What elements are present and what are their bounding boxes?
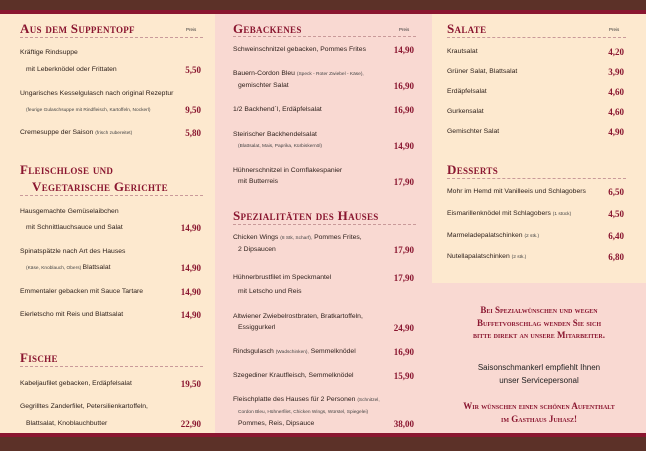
item-name: Fleischplatte des Hauses für 2 Personen [233, 396, 358, 403]
menu-item-line [233, 273, 331, 283]
menu-item-line [20, 128, 132, 139]
item-price: 14,90 [180, 287, 201, 297]
note-line: Bei Spezialwünschen und wegen [480, 305, 598, 315]
menu-item-line [20, 402, 148, 412]
menu-item-line [233, 371, 354, 381]
menu-item-line [447, 231, 539, 242]
item-name: Pommes Frites, [312, 234, 362, 241]
item-price: 14,90 [393, 141, 414, 151]
item-price: 16,90 [393, 105, 414, 115]
item-price: 14,90 [180, 310, 201, 320]
menu-item-line [447, 87, 487, 97]
item-price: 6,80 [608, 252, 624, 262]
menu-item-line [20, 247, 125, 257]
item-note: (feurige Gulaschsuppe mit Rindfleisch, Kartoffeln, Nockerl) [26, 108, 151, 113]
item-name: Kräftige Rindsuppe [20, 49, 78, 56]
item-name: Szegediner Krautfleisch, Semmelknödel [233, 372, 354, 379]
item-note: (Schnitzel, [357, 398, 380, 403]
item-name: Gegrilltes Zanderfilet, Petersilienkartoffeln, [20, 403, 148, 410]
item-name: 1/2 Backhend´l, Erdäpfelsalat [233, 106, 322, 113]
note-line: im Gasthaus Juhasz! [500, 413, 577, 424]
special-requests-note [432, 304, 646, 342]
item-name: Rindsgulasch [233, 348, 276, 355]
section-divider [20, 366, 203, 367]
item-note: Cordon Bleu, Hühnerfilet, Chicken Wings, Würstel, Spiegelei) [238, 410, 369, 415]
menu-item-line [233, 130, 317, 140]
note-line: Wir wünschen einen schönen Aufenthalt [463, 401, 615, 411]
item-name: Kabeljaufilet gebacken, Erdäpfelsalat [20, 380, 132, 387]
section-title-veg: Fleischlose und [20, 162, 114, 177]
item-name: Krautsalat [447, 48, 478, 55]
item-price: 9,50 [185, 105, 201, 115]
price-column-header: Preis [609, 27, 620, 32]
menu-item-line [233, 233, 362, 244]
menu-item-line [233, 347, 356, 358]
section-title-fish: Fische [20, 350, 58, 365]
menu-item-line [238, 287, 301, 297]
item-name: Spinatspätzle nach Art des Hauses [20, 248, 126, 255]
item-name: Steirischer Backhendelsalat [233, 131, 317, 138]
item-price: 22,90 [180, 419, 201, 429]
price-column-header: Preis [186, 27, 197, 32]
menu-item-line [20, 48, 78, 58]
menu-item-line [238, 81, 289, 91]
menu-item-line [447, 209, 571, 220]
item-name: Blattsalat, Knoblauchbutter [26, 420, 108, 427]
item-name: Ungarisches Kesselgulasch nach original Rezeptur [20, 90, 174, 97]
item-price: 24,90 [393, 323, 414, 333]
menu-item-line [26, 65, 117, 75]
item-note: (Käse, Knoblauch, Obers) [26, 266, 83, 271]
item-note: (Wadschinken), [275, 350, 309, 355]
section-divider [20, 37, 203, 38]
item-price: 16,90 [393, 81, 414, 91]
menu-item-line [447, 187, 586, 197]
item-note: (2 stk.) [511, 255, 527, 260]
menu-item-line [26, 419, 107, 429]
item-name: Emmentaler gebacken mit Sauce Tartare [20, 288, 144, 295]
menu-item-line [20, 207, 119, 217]
item-note: (frisch zubereitet) [95, 131, 133, 136]
note-line: unser Servicepersonal [499, 375, 579, 385]
menu-item-line [26, 263, 111, 274]
menu-item-line [238, 177, 278, 187]
note-line: bitte direkt an unsere Mitarbeiter. [473, 330, 605, 340]
farewell-note [432, 400, 646, 425]
note-line: Saisonschmankerl empfiehlt Ihnen [477, 363, 601, 372]
menu-item-line [447, 47, 478, 57]
section-title-veg: Vegetarische Gerichte [32, 179, 168, 194]
section-divider [447, 178, 626, 179]
item-name: Gurkensalat [447, 108, 484, 115]
menu-item-line [447, 67, 517, 77]
section-title-special: Spezialitäten des Hauses [233, 208, 379, 223]
item-name: Eierletscho mit Reis und Blattsalat [20, 311, 124, 318]
item-name: Semmelknödel [308, 348, 356, 355]
item-price: 16,90 [393, 347, 414, 357]
item-name: Mohr im Hemd mit Vanilleeis und Schlagobers [447, 188, 586, 195]
item-name: Marmeladepalatschinken [447, 232, 525, 239]
item-name: mit Butterreis [238, 178, 279, 185]
item-price: 5,50 [185, 65, 201, 75]
menu-item-line [20, 287, 143, 297]
item-price: 4,90 [608, 127, 624, 137]
item-price: 17,90 [393, 245, 414, 255]
item-name: Altwiener Zwiebelrostbraten, Bratkartoffeln, [233, 313, 363, 320]
item-name: Hühnerschnitzel in Cornflakespanier [233, 167, 343, 174]
menu-item-line [26, 223, 123, 233]
section-title-baked: Gebackenes [233, 21, 302, 36]
section-divider [233, 224, 416, 225]
item-price: 5,80 [185, 128, 201, 138]
section-divider [233, 36, 416, 37]
item-name: Nutellapalatschinken [447, 253, 512, 260]
menu-item-line [447, 107, 484, 117]
bottom-border [0, 437, 646, 451]
menu-item-line [233, 45, 366, 55]
item-name: mit Schnittlauchsauce und Salat [26, 224, 123, 231]
menu-item-line [233, 69, 364, 80]
section-title-desserts: Desserts [447, 162, 498, 177]
item-name: Erdäpfelsalat [447, 88, 487, 95]
item-price: 6,50 [608, 187, 624, 197]
item-price: 15,90 [393, 371, 414, 381]
top-border [0, 0, 646, 10]
item-price: 4,50 [608, 209, 624, 219]
item-name: Bauern-Cordon Bleu [233, 70, 297, 77]
item-name: Hühnerbrustfilet im Speckmantel [233, 274, 332, 281]
item-name: Schweinschnitzel gebacken, Pommes Frites [233, 46, 366, 53]
seasonal-note [432, 362, 646, 387]
menu-item-line [233, 105, 322, 115]
item-price: 4,60 [608, 107, 624, 117]
section-title-salads: Salate [447, 21, 487, 36]
menu-item-line [233, 312, 363, 322]
item-name: Hausgemachte Gemüselaibchen [20, 208, 119, 215]
price-column-header: Preis [399, 27, 410, 32]
menu-item-line [233, 395, 380, 406]
item-price: 3,90 [608, 67, 624, 77]
menu-item-line [238, 323, 275, 333]
item-note: (8 Stk, Scharf), [280, 236, 313, 241]
item-price: 6,40 [608, 231, 624, 241]
item-name: mit Letscho und Reis [238, 288, 302, 295]
item-price: 38,00 [393, 419, 414, 429]
item-name: Pommes, Reis, Dipsauce [238, 420, 315, 427]
item-price: 14,90 [393, 45, 414, 55]
item-price: 14,90 [180, 263, 201, 273]
item-price: 19,50 [180, 379, 201, 389]
menu-item-line [20, 310, 123, 320]
item-price: 17,90 [393, 273, 414, 283]
section-title-soup: Aus dem Suppentopf [20, 21, 135, 36]
item-name: 2 Dipsaucen [238, 246, 276, 253]
menu-item-line [238, 407, 368, 418]
item-name: Blattsalat [82, 264, 111, 271]
item-name: Gemischter Salat [447, 128, 500, 135]
menu-item-line [20, 89, 173, 99]
menu-item-line [447, 127, 499, 137]
item-name: Grüner Salat, Blattsalat [447, 68, 518, 75]
item-note: (1 stück) [552, 212, 572, 217]
menu-item-line [233, 166, 342, 176]
item-name: Chicken Wings [233, 234, 281, 241]
item-note: (Speck - Roter Zwiebel - Käse), [296, 72, 364, 77]
item-name: Cremesuppe der Saison [20, 129, 96, 136]
item-name: Eismarillenknödel mit Schlagobers [447, 210, 553, 217]
menu-item-line [238, 245, 276, 255]
item-name: mit Leberknödel oder Frittaten [26, 66, 117, 73]
item-price: 4,20 [608, 47, 624, 57]
menu-item-line [26, 105, 150, 116]
item-note: (Blattsalat, Mais, Paprika, Kürbiskernöl) [238, 144, 322, 149]
menu-item-line [238, 141, 322, 152]
note-line: Buffetvorschlag wenden Sie sich [477, 317, 601, 328]
section-divider [20, 195, 203, 196]
item-price: 14,90 [180, 223, 201, 233]
item-price: 17,90 [393, 177, 414, 187]
item-name: gemischter Salat [238, 82, 289, 89]
menu-item-line [447, 252, 526, 263]
menu-item-line [20, 379, 132, 389]
item-note: (2 stk.) [524, 234, 540, 239]
section-divider [447, 37, 626, 38]
item-name: Essiggurkerl [238, 324, 276, 331]
menu-item-line [238, 419, 314, 429]
item-price: 4,60 [608, 87, 624, 97]
